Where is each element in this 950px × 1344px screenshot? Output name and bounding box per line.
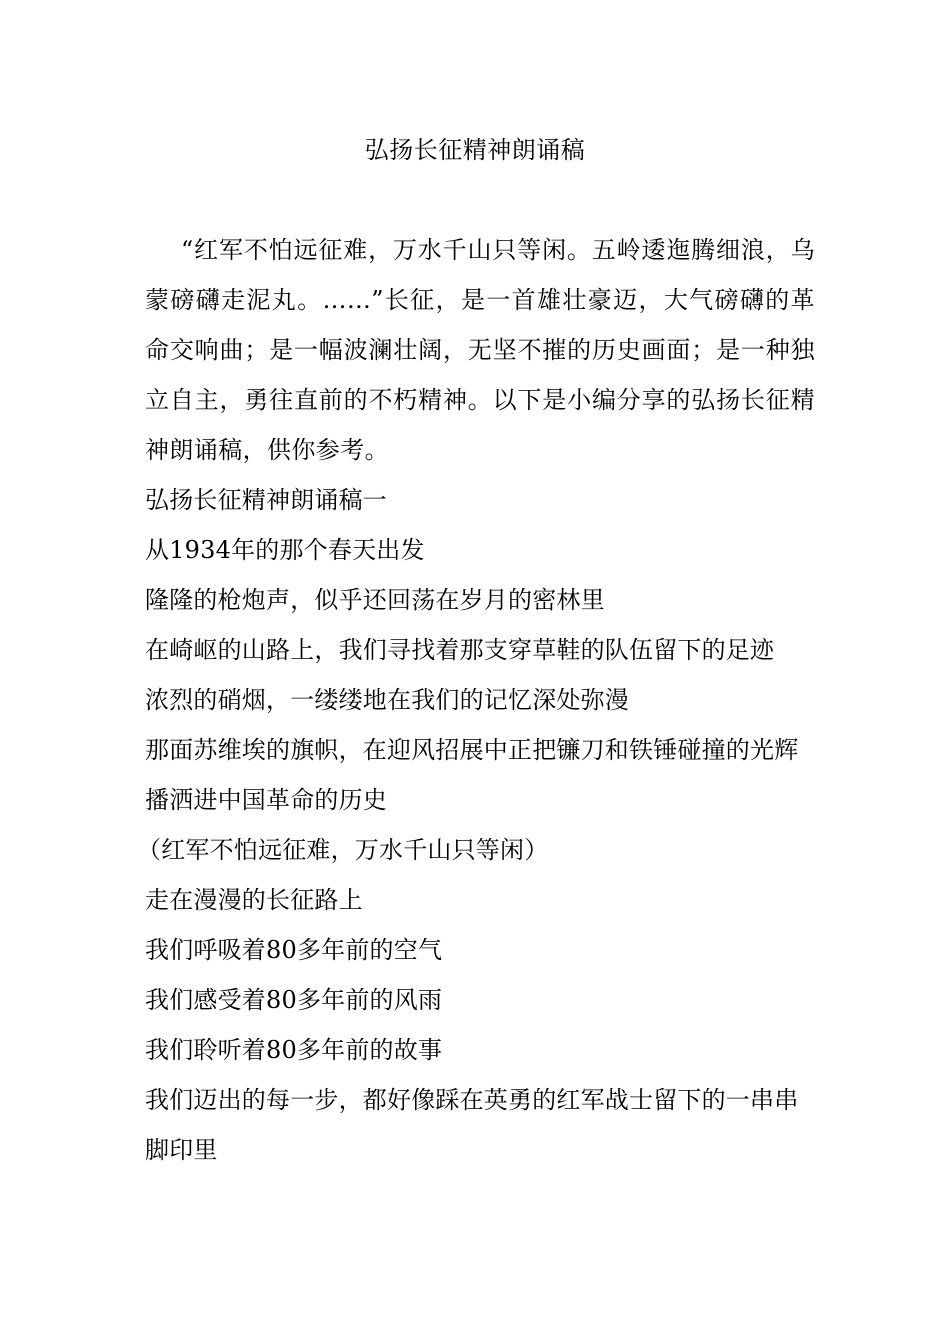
poem-line: 我们聆听着80多年前的故事 [145, 1036, 443, 1064]
poem-line: 播洒进中国革命的历史 [145, 786, 387, 814]
poem-line: 我们感受着80多年前的风雨 [145, 986, 443, 1014]
poem-line: 从1934年的那个春天出发 [145, 536, 425, 564]
poem-line: 走在漫漫的长征路上 [145, 886, 363, 914]
poem-line: 我们迈出的每一步，都好像踩在英勇的红军战士留下的一串串脚印里 [145, 1086, 799, 1164]
poem-line: 我们呼吸着80多年前的空气 [145, 936, 443, 964]
poem-line: 那面苏维埃的旗帜，在迎风招展中正把镰刀和铁锤碰撞的光辉 [145, 736, 799, 764]
intro-paragraph: “红军不怕远征难，万水千山只等闲。五岭逶迤腾细浪，乌蒙磅礴走泥丸。……”长征，是一首雄壮豪迈，大气磅礴的革命交响曲；是一幅波澜壮阔，无坚不摧的历史画面；是一种独立自主，勇往直前的不朽精神。以下是小编分享的弘扬长征精神朗诵稿，供你参考。 [145, 236, 815, 464]
section-heading: 弘扬长征精神朗诵稿一 [145, 486, 387, 514]
document-title: 弘扬长征精神朗诵稿 [364, 136, 586, 164]
document-body [137, 225, 815, 1175]
poem-line: 浓烈的硝烟，一缕缕地在我们的记忆深处弥漫 [145, 686, 629, 714]
poem-line: 隆隆的枪炮声，似乎还回荡在岁月的密林里 [145, 586, 605, 614]
poem-refrain: （红军不怕远征难，万水千山只等闲） [137, 836, 549, 864]
poem-line: 在崎岖的山路上，我们寻找着那支穿草鞋的队伍留下的足迹 [145, 636, 775, 664]
